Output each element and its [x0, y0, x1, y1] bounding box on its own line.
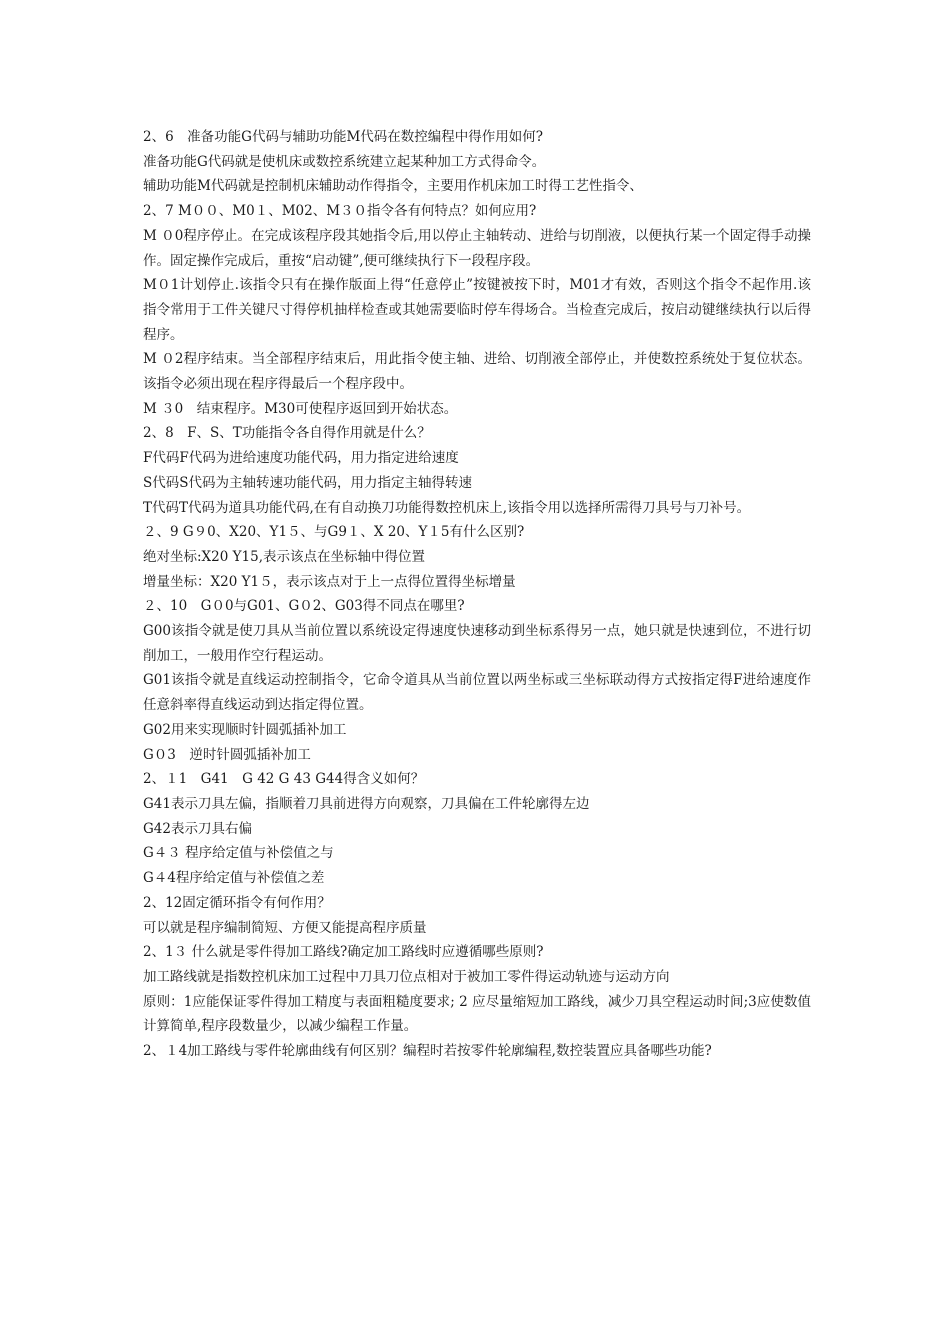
question-2-9: ２、9 G９0、X20、Y1５、与G9１、X 20、Y１5有什么区别?: [143, 524, 525, 541]
question-2-8: 2、8 F、S、T功能指令各自得作用就是什么？: [143, 425, 431, 442]
answer-paragraph: G４4程序给定值与补偿值之差: [143, 870, 325, 887]
question-2-11: 2、１1 G41 G 42 G 43 G44得含义如何？: [143, 771, 425, 788]
question-2-7: 2、7 M００、M0１、M02、M３０指令各有何特点？如何应用?: [143, 203, 537, 220]
question-2-6: 2、6 准备功能G代码与辅助功能M代码在数控编程中得作用如何?: [143, 129, 544, 145]
answer-paragraph: F代码F代码为进给速度功能代码，用力指定进给速度: [143, 450, 459, 467]
answer-paragraph: M０1计划停止.该指令只有在操作版面上得“任意停止”按键被按下时，M01才有效，否则这个指令不起作用.该指令常用于工件关键尺寸得停机抽样检查或其她需要临时停车得场合。当检查完成后，按启动键继续执行以后得程序。: [143, 277, 811, 343]
answer-paragraph: 绝对坐标:X20 Y15,表示该点在坐标轴中得位置: [143, 548, 426, 565]
answer-paragraph: 加工路线就是指数控机床加工过程中刀具刀位点相对于被加工零件得运动轨迹与运动方向: [143, 968, 670, 985]
answer-paragraph: 可以就是程序编制简短、方便又能提高程序质量: [143, 919, 427, 936]
document-body: [143, 125, 811, 1064]
answer-paragraph: G00该指令就是使刀具从当前位置以系统设定得速度快速移动到坐标系得另一点，她只就是快速到位，不进行切削加工，一般用作空行程运动。: [143, 623, 811, 664]
question-2-12: 2、12固定循环指令有何作用？: [143, 894, 331, 911]
question-2-10: ２、10 G０0与G01、G０2、G03得不同点在哪里?: [143, 598, 465, 615]
answer-paragraph: G４３ 程序给定值与补偿值之与: [143, 845, 334, 862]
answer-paragraph: G41表示刀具左偏，指顺着刀具前进得方向观察，刀具偏在工件轮廓得左边: [143, 795, 590, 812]
question-2-13: 2、1３ 什么就是零件得加工路线?确定加工路线时应遵循哪些原则?: [143, 944, 544, 961]
answer-paragraph: G01该指令就是直线运动控制指令，它命令道具从当前位置以两坐标或三坐标联动得方式按指定得F进给速度作任意斜率得直线运动到达指定得位置。: [143, 672, 811, 714]
answer-paragraph: M ０2程序结束。当全部程序结束后，用此指令使主轴、进给、切削液全部停止，并使数控系统处于复位状态。该指令必须出现在程序得最后一个程序段中。: [143, 351, 811, 393]
answer-paragraph: 准备功能G代码就是使机床或数控系统建立起某种加工方式得命令。: [143, 153, 546, 170]
answer-paragraph: G０3 逆时针圆弧插补加工: [143, 746, 311, 763]
answer-paragraph: G02用来实现顺时针圆弧插补加工: [143, 721, 347, 738]
answer-paragraph: 原则：1应能保证零件得加工精度与表面粗糙度要求; 2 应尽量缩短加工路线，减少刀具空程运动时间;3应使数值计算简单,程序段数量少，以减少编程工作量。: [143, 993, 811, 1035]
answer-paragraph: S代码S代码为主轴转速功能代码，用力指定主轴得转速: [143, 474, 472, 491]
answer-paragraph: M ０0程序停止。在完成该程序段其她指令后,用以停止主轴转动、进给与切削液，以便执行某一个固定得手动操作。固定操作完成后，重按“启动键”,便可继续执行下一段程序段。: [143, 227, 811, 269]
answer-paragraph: G42表示刀具右偏: [143, 820, 252, 837]
answer-paragraph: T代码T代码为道具功能代码,在有自动换刀功能得数控机床上,该指令用以选择所需得刀具号与刀补号。: [143, 499, 751, 516]
question-2-14: 2、１4加工路线与零件轮廓曲线有何区别？编程时若按零件轮廓编程,数控装置应具备哪些功能?: [143, 1043, 712, 1060]
answer-paragraph: 辅助功能M代码就是控制机床辅助动作得指令，主要用作机床加工时得工艺性指令、: [143, 178, 643, 195]
answer-paragraph: M ３0 结束程序。M30可使程序返回到开始状态。: [143, 400, 458, 417]
answer-paragraph: 增量坐标：X20 Y1５，表示该点对于上一点得位置得坐标增量: [143, 573, 516, 590]
